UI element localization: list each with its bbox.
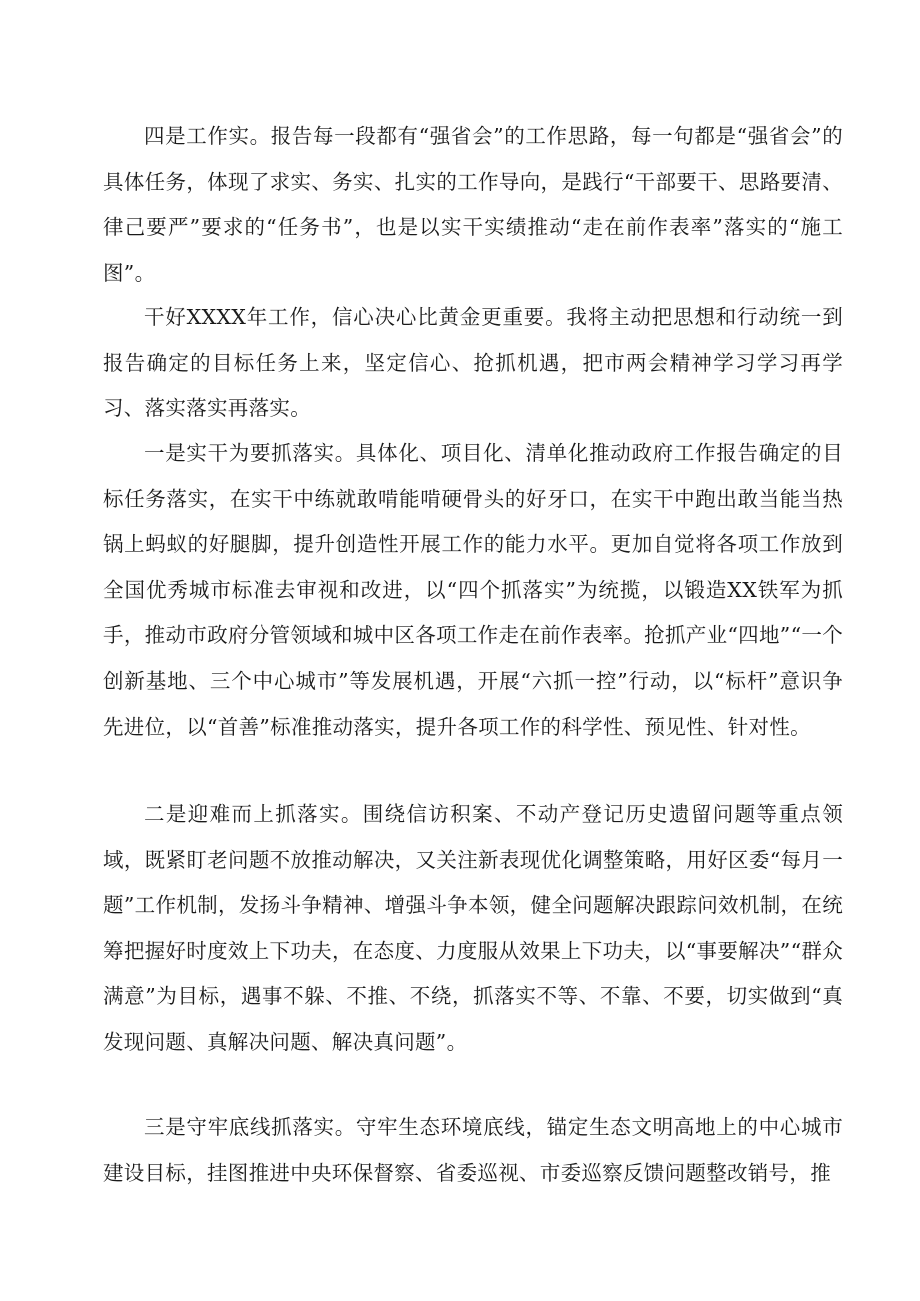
paragraph-hard-work: 一是实干为要抓落实。具体化、项目化、清单化推动政府工作报告确定的目标任务落实，在实干中练就敢啃能啃硬骨头的好牙口，在实干中跑出敢当能当热锅上蚂蚁的好腿脚，提升创造性开展工作的能力水平。更加自觉将各项工作放到全国优秀城市标准去审视和改进，以“四个抓落实”为统揽，以锻造XX铁军为抓手，推动市政府分管领域和城中区各项工作走在前作表率。抢抓产业“四地”“一个创新基地、三个中心城市”等发展机遇，开展“六抓一控”行动，以“标杆”意识争先进位，以“首善”标准推动落实，提升各项工作的科学性、预见性、针对性。 — [103, 441, 843, 739]
paragraph-face-difficulties: 二是迎难而上抓落实。围绕信访积案、不动产登记历史遗留问题等重点领域，既紧盯老问题不放推动解决，又关注新表现优化调整策略，用好区委“每月一题”工作机制，发扬斗争精神、增强斗争本领，健全问题解决跟踪问效机制，在统筹把握好时度效上下功夫，在态度、力度服从效果上下功夫，以“事要解决”“群众满意”为目标，遇事不躲、不推、不绕，抓落实不等、不靠、不要，切实做到“真发现问题、真解决问题、解决真问题”。 — [103, 802, 843, 1054]
paragraph-bottom-line: 三是守牢底线抓落实。守牢生态环境底线，锚定生态文明高地上的中心城市建设目标，挂图推进中央环保督察、省委巡视、市委巡察反馈问题整改销号，推 — [103, 1115, 843, 1185]
paragraph-confidence: 干好XXXX年工作，信心决心比黄金更重要。我将主动把思想和行动统一到报告确定的目标任务上来，坚定信心、抢抓机遇，把市两会精神学习学习再学习、落实落实再落实。 — [103, 305, 843, 421]
paragraph-work-practical: 四是工作实。报告每一段都有“强省会”的工作思路，每一句都是“强省会”的具体任务，体现了求实、务实、扎实的工作导向，是践行“干部要干、思路要清、律己要严”要求的“任务书”，也是以实干实绩推动“走在前作表率”落实的“施工图”。 — [103, 124, 843, 285]
